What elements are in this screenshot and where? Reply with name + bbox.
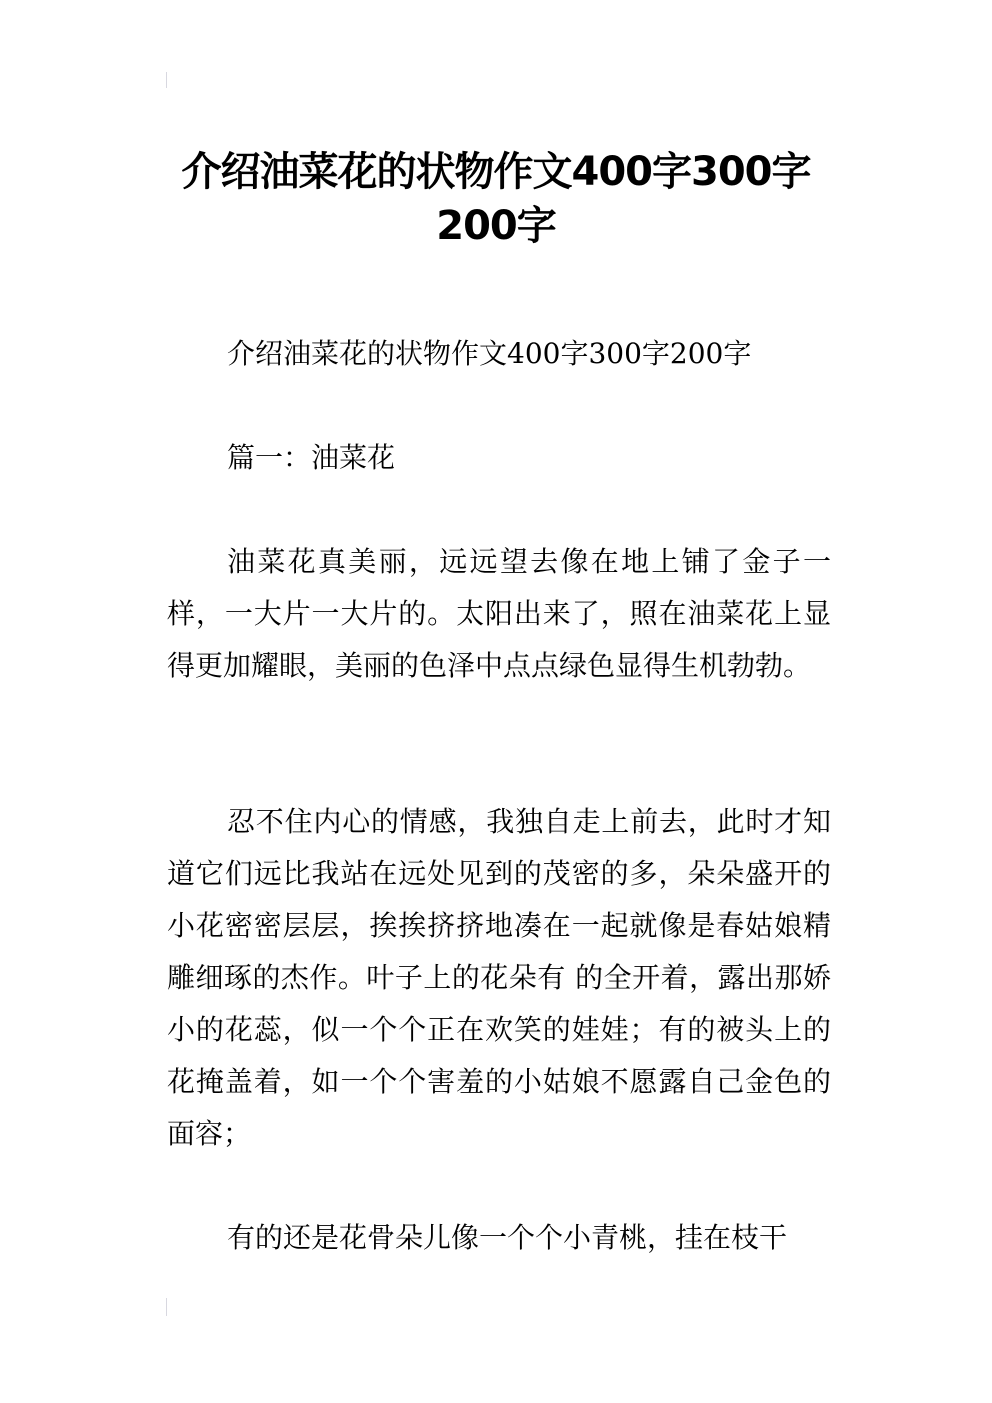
section-heading: 篇一：油菜花 <box>227 441 396 474</box>
document-title: 介绍油菜花的状物作文400字300字200字 <box>181 148 811 249</box>
paragraph-2: 忍不住内心的情感，我独自走上前去，此时才知道它们远比我站在远处见到的茂密的多，朵朵盛开的小花密密层层，挨挨挤挤地凑在一起就像是春姑娘精雕细琢的杰作。叶子上的花朵有 的全开着，露出那娇小的花蕊，似一个个正在欢笑的娃娃；有的被头上的花掩盖着，如一个个害羞的小姑娘不愿露自己金色的面容； <box>167 805 831 1150</box>
page-corner-mark-bottom <box>166 1298 167 1316</box>
paragraph-3: 有的还是花骨朵儿像一个个小青桃，挂在枝干 <box>227 1221 788 1254</box>
paragraph-1: 油菜花真美丽，远远望去像在地上铺了金子一样，一大片一大片的。太阳出来了，照在油菜花上显得更加耀眼，美丽的色泽中点点绿色显得生机勃勃。 <box>167 545 831 682</box>
document-subtitle: 介绍油菜花的状物作文400字300字200字 <box>227 337 752 370</box>
page-corner-mark-top <box>166 72 167 88</box>
